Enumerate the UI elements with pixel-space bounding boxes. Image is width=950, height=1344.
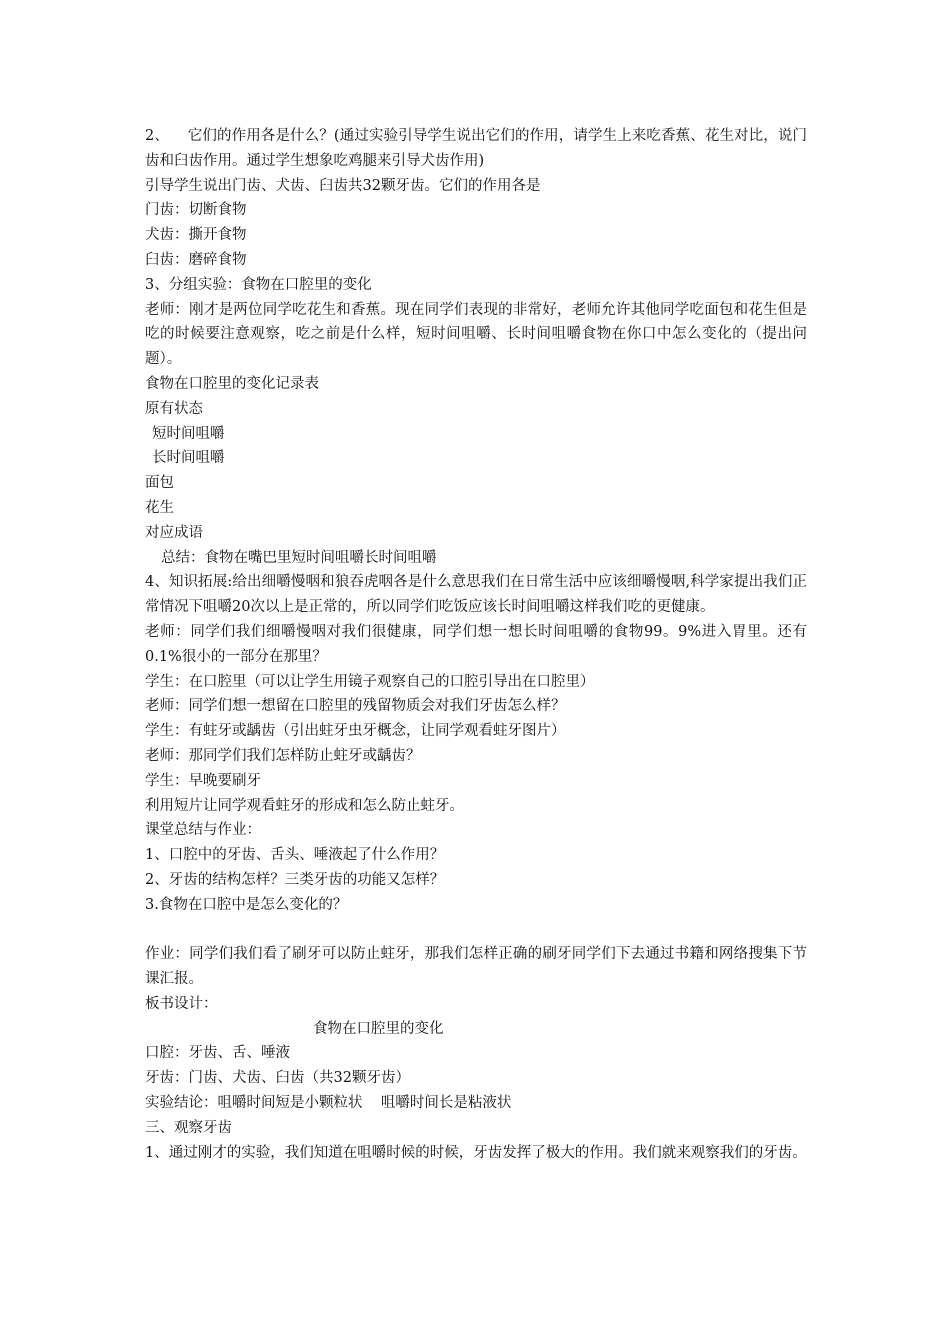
line-board-mouth: 口腔：牙齿、舌、唾液 (145, 1045, 290, 1062)
line-teacher-prevent: 老师：那同学们我们怎样防止蛀牙或龋齿？ (145, 747, 421, 764)
line-question-1: 1、口腔中的牙齿、舌头、唾液起了什么作用？ (145, 847, 445, 864)
line-canines: 犬齿：撕开食物 (145, 227, 247, 244)
table-cell-long-chew: 长时间咀嚼 (152, 450, 225, 467)
line-question-2: 2、牙齿的结构怎样？三类牙齿的功能又怎样？ (145, 871, 445, 888)
line-video: 利用短片让同学观看蛀牙的形成和怎么防止蛀牙。 (145, 797, 464, 814)
line-teacher-residue: 老师：同学们想一想留在口腔里的残留物质会对我们牙齿怎么样？ (145, 698, 566, 715)
table-title: 食物在口腔里的变化记录表 (145, 375, 319, 392)
paragraph-homework: 作业：同学们我们看了刷牙可以防止蛀牙，那我们怎样正确的刷牙同学们下去通过书籍和网络搜集下节课汇报。 (145, 946, 807, 988)
paragraph-teacher-experiment: 老师：刚才是两位同学吃花生和香蕉。现在同学们表现的非常好，老师允许其他同学吃面包和花生但是吃的时候要注意观察，吃之前是什么样，短时间咀嚼、长时间咀嚼食物在你口中怎么变化的（提出问题）。 (145, 301, 807, 368)
table-cell-short-chew: 短时间咀嚼 (152, 425, 225, 442)
line-student-brush: 学生：早晚要刷牙 (145, 772, 261, 789)
document-page (145, 124, 807, 1165)
paragraph-teacher-stomach: 老师：同学们我们细嚼慢咽对我们很健康，同学们想一想长时间咀嚼的食物99。9%进入胃里。还有0.1%很小的一部分在那里？ (145, 623, 807, 665)
table-cell-idiom: 对应成语 (145, 524, 203, 541)
line-student-cavity: 学生：有蛀牙或龋齿（引出蛀牙虫牙概念，让同学观看蛀牙图片） (145, 723, 566, 740)
table-cell-original-state: 原有状态 (145, 400, 203, 417)
heading-group-experiment: 3、分组实验：食物在口腔里的变化 (145, 276, 372, 293)
paragraph-guide-32-teeth: 引导学生说出门齿、犬齿、臼齿共32颗牙齿。它们的作用各是 (145, 177, 541, 194)
paragraph-knowledge-extension: 4、知识拓展:给出细嚼慢咽和狼吞虎咽各是什么意思我们在日常生活中应该细嚼慢咽,科学家提出我们正常情况下咀嚼20次以上是正常的，所以同学们吃饭应该长时间咀嚼这样我们吃的更健康。 (145, 574, 807, 616)
line-board-teeth: 牙齿：门齿、犬齿、臼齿（共32颗牙齿） (145, 1070, 410, 1087)
blank-line (145, 918, 807, 943)
paragraph-teeth-functions-question: 2、 它们的作用各是什么？(通过实验引导学生说出它们的作用，请学生上来吃香蕉、花生对比，说门齿和臼齿作用。通过学生想象吃鸡腿来引导犬齿作用) (145, 128, 807, 169)
paragraph-observe-intro: 1、通过刚才的实验，我们知道在咀嚼时候的时候，牙齿发挥了极大的作用。我们就来观察我们的牙齿。 (145, 1144, 807, 1161)
heading-observe-teeth: 三、观察牙齿 (145, 1119, 232, 1136)
heading-summary-homework: 课堂总结与作业： (145, 822, 261, 839)
line-molars: 臼齿：磨碎食物 (145, 251, 247, 268)
line-student-mouth: 学生：在口腔里（可以让学生用镜子观察自己的口腔引导出在口腔里） (145, 673, 595, 690)
table-cell-peanut: 花生 (145, 499, 174, 516)
board-title: 食物在口腔里的变化 (313, 1020, 444, 1037)
line-summary: 总结：食物在嘴巴里短时间咀嚼长时间咀嚼 (161, 549, 437, 566)
table-cell-bread: 面包 (145, 475, 174, 492)
line-incisors: 门齿：切断食物 (145, 202, 247, 219)
heading-board-design: 板书设计： (145, 995, 218, 1012)
line-question-3: 3.食物在口腔中是怎么变化的？ (145, 896, 348, 913)
line-board-conclusion: 实验结论：咀嚼时间短是小颗粒状 咀嚼时间长是粘液状 (145, 1095, 512, 1112)
